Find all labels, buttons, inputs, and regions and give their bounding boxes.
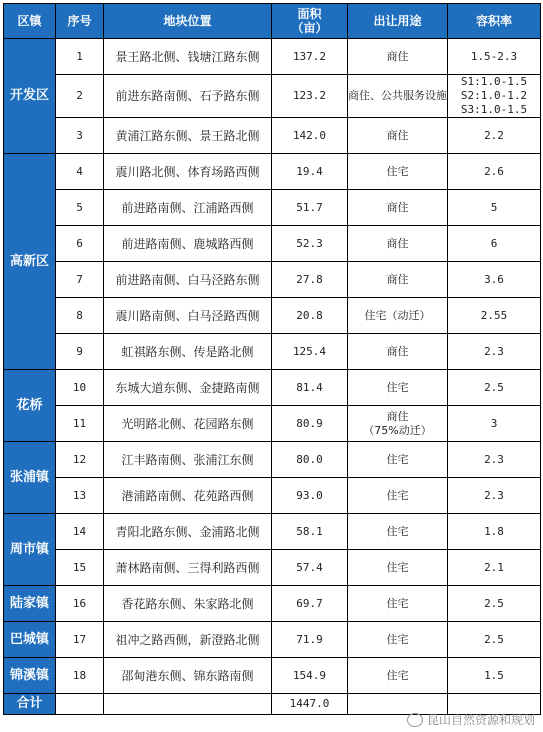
row-number: 3 xyxy=(56,118,104,154)
location-cell: 港浦路南侧、花苑路西侧 xyxy=(104,478,272,514)
row-number: 5 xyxy=(56,190,104,226)
row-number: 1 xyxy=(56,39,104,75)
area-cell: 58.1 xyxy=(272,514,348,550)
far-cell: 2.3 xyxy=(448,334,541,370)
watermark xyxy=(407,711,535,728)
area-cell: 57.4 xyxy=(272,550,348,586)
row-number: 2 xyxy=(56,75,104,118)
area-cell: 137.2 xyxy=(272,39,348,75)
row-number: 11 xyxy=(56,406,104,442)
row-number: 4 xyxy=(56,154,104,190)
land-parcel-table xyxy=(3,3,541,715)
district-cell: 周市镇 xyxy=(4,514,56,586)
table-row xyxy=(4,118,541,154)
far-cell: 5 xyxy=(448,190,541,226)
table-row xyxy=(4,406,541,442)
far-cell: 2.6 xyxy=(448,154,541,190)
use-cell: 商住 xyxy=(348,39,448,75)
area-cell: 52.3 xyxy=(272,226,348,262)
far-cell: 2.5 xyxy=(448,586,541,622)
far-cell: 2.1 xyxy=(448,550,541,586)
table-row xyxy=(4,154,541,190)
location-cell: 黄浦江路东侧、景王路北侧 xyxy=(104,118,272,154)
use-cell: 住宅（动迁） xyxy=(348,298,448,334)
row-number: 15 xyxy=(56,550,104,586)
use-cell: 住宅 xyxy=(348,658,448,694)
area-cell: 69.7 xyxy=(272,586,348,622)
table-row xyxy=(4,226,541,262)
district-cell: 花桥 xyxy=(4,370,56,442)
use-cell: 商住 xyxy=(348,334,448,370)
table-row xyxy=(4,334,541,370)
use-cell: 住宅 xyxy=(348,478,448,514)
area-cell: 142.0 xyxy=(272,118,348,154)
area-cell: 27.8 xyxy=(272,262,348,298)
area-cell: 80.9 xyxy=(272,406,348,442)
row-number: 16 xyxy=(56,586,104,622)
row-number: 8 xyxy=(56,298,104,334)
header-area: 面积 （亩） xyxy=(272,4,348,39)
row-number: 18 xyxy=(56,658,104,694)
table-row xyxy=(4,190,541,226)
area-cell: 125.4 xyxy=(272,334,348,370)
far-cell: 6 xyxy=(448,226,541,262)
location-cell: 前进路南侧、江浦路西侧 xyxy=(104,190,272,226)
far-cell: 1.5-2.3 xyxy=(448,39,541,75)
use-cell: 住宅 xyxy=(348,622,448,658)
use-cell: 商住 xyxy=(348,118,448,154)
table-row xyxy=(4,262,541,298)
area-cell: 81.4 xyxy=(272,370,348,406)
table-row xyxy=(4,658,541,694)
far-cell: 2.3 xyxy=(448,442,541,478)
area-cell: 80.0 xyxy=(272,442,348,478)
table-row xyxy=(4,514,541,550)
location-cell: 虹祺路东侧、传是路北侧 xyxy=(104,334,272,370)
table-row xyxy=(4,442,541,478)
table-row xyxy=(4,622,541,658)
far-cell: 3.6 xyxy=(448,262,541,298)
table-row xyxy=(4,370,541,406)
row-number: 12 xyxy=(56,442,104,478)
location-cell: 青阳北路东侧、金浦路北侧 xyxy=(104,514,272,550)
use-cell: 商住、公共服务设施 xyxy=(348,75,448,118)
use-cell: 商住 xyxy=(348,262,448,298)
district-cell: 锦溪镇 xyxy=(4,658,56,694)
use-cell: 住宅 xyxy=(348,370,448,406)
use-cell: 商住 （75%动迁） xyxy=(348,406,448,442)
table-row xyxy=(4,39,541,75)
location-cell: 邵甸港东侧、锦东路南侧 xyxy=(104,658,272,694)
use-cell: 住宅 xyxy=(348,442,448,478)
row-number: 13 xyxy=(56,478,104,514)
total-label: 合计 xyxy=(4,694,56,715)
district-cell: 陆家镇 xyxy=(4,586,56,622)
area-cell: 51.7 xyxy=(272,190,348,226)
area-cell: 154.9 xyxy=(272,658,348,694)
use-cell: 住宅 xyxy=(348,514,448,550)
location-cell: 东城大道东侧、金捷路南侧 xyxy=(104,370,272,406)
area-cell: 71.9 xyxy=(272,622,348,658)
location-cell: 光明路北侧、花园路东侧 xyxy=(104,406,272,442)
table-row xyxy=(4,478,541,514)
location-cell: 景王路北侧、钱塘江路东侧 xyxy=(104,39,272,75)
row-number: 9 xyxy=(56,334,104,370)
location-cell: 香花路东侧、朱家路北侧 xyxy=(104,586,272,622)
district-cell: 张浦镇 xyxy=(4,442,56,514)
location-cell: 震川路南侧、白马泾路西侧 xyxy=(104,298,272,334)
location-cell: 前进路南侧、鹿城路西侧 xyxy=(104,226,272,262)
location-cell: 前进路南侧、白马泾路东侧 xyxy=(104,262,272,298)
table-row xyxy=(4,586,541,622)
wechat-icon xyxy=(407,713,423,727)
header-row xyxy=(4,4,541,39)
district-cell: 高新区 xyxy=(4,154,56,370)
row-number: 6 xyxy=(56,226,104,262)
row-number: 14 xyxy=(56,514,104,550)
row-number: 7 xyxy=(56,262,104,298)
far-cell: 1.5 xyxy=(448,658,541,694)
district-cell: 开发区 xyxy=(4,39,56,154)
header-use: 出让用途 xyxy=(348,4,448,39)
area-cell: 20.8 xyxy=(272,298,348,334)
location-cell: 祖冲之路西侧，新澄路北侧 xyxy=(104,622,272,658)
area-cell: 123.2 xyxy=(272,75,348,118)
row-number: 10 xyxy=(56,370,104,406)
row-number: 17 xyxy=(56,622,104,658)
header-location: 地块位置 xyxy=(104,4,272,39)
table-row xyxy=(4,550,541,586)
location-cell: 前进东路南侧、石予路东侧 xyxy=(104,75,272,118)
use-cell: 商住 xyxy=(348,190,448,226)
location-cell: 江丰路南侧、张浦江东侧 xyxy=(104,442,272,478)
header-district: 区镇 xyxy=(4,4,56,39)
far-cell: 1.8 xyxy=(448,514,541,550)
far-cell: 2.5 xyxy=(448,370,541,406)
far-cell: 2.3 xyxy=(448,478,541,514)
use-cell: 住宅 xyxy=(348,550,448,586)
far-cell: S1:1.0-1.5 S2:1.0-1.2 S3:1.0-1.5 xyxy=(448,75,541,118)
area-cell: 93.0 xyxy=(272,478,348,514)
watermark-text: 昆山自然资源和规划 xyxy=(426,713,535,727)
use-cell: 住宅 xyxy=(348,586,448,622)
table-row xyxy=(4,298,541,334)
header-far: 容积率 xyxy=(448,4,541,39)
district-cell: 巴城镇 xyxy=(4,622,56,658)
far-cell: 2.2 xyxy=(448,118,541,154)
table-row xyxy=(4,75,541,118)
use-cell: 商住 xyxy=(348,226,448,262)
location-cell: 震川路北侧、体育场路西侧 xyxy=(104,154,272,190)
use-cell: 住宅 xyxy=(348,154,448,190)
total-area: 1447.0 xyxy=(272,694,348,715)
location-cell: 萧林路南侧、三得利路西侧 xyxy=(104,550,272,586)
area-cell: 19.4 xyxy=(272,154,348,190)
far-cell: 3 xyxy=(448,406,541,442)
header-number: 序号 xyxy=(56,4,104,39)
far-cell: 2.5 xyxy=(448,622,541,658)
far-cell: 2.55 xyxy=(448,298,541,334)
